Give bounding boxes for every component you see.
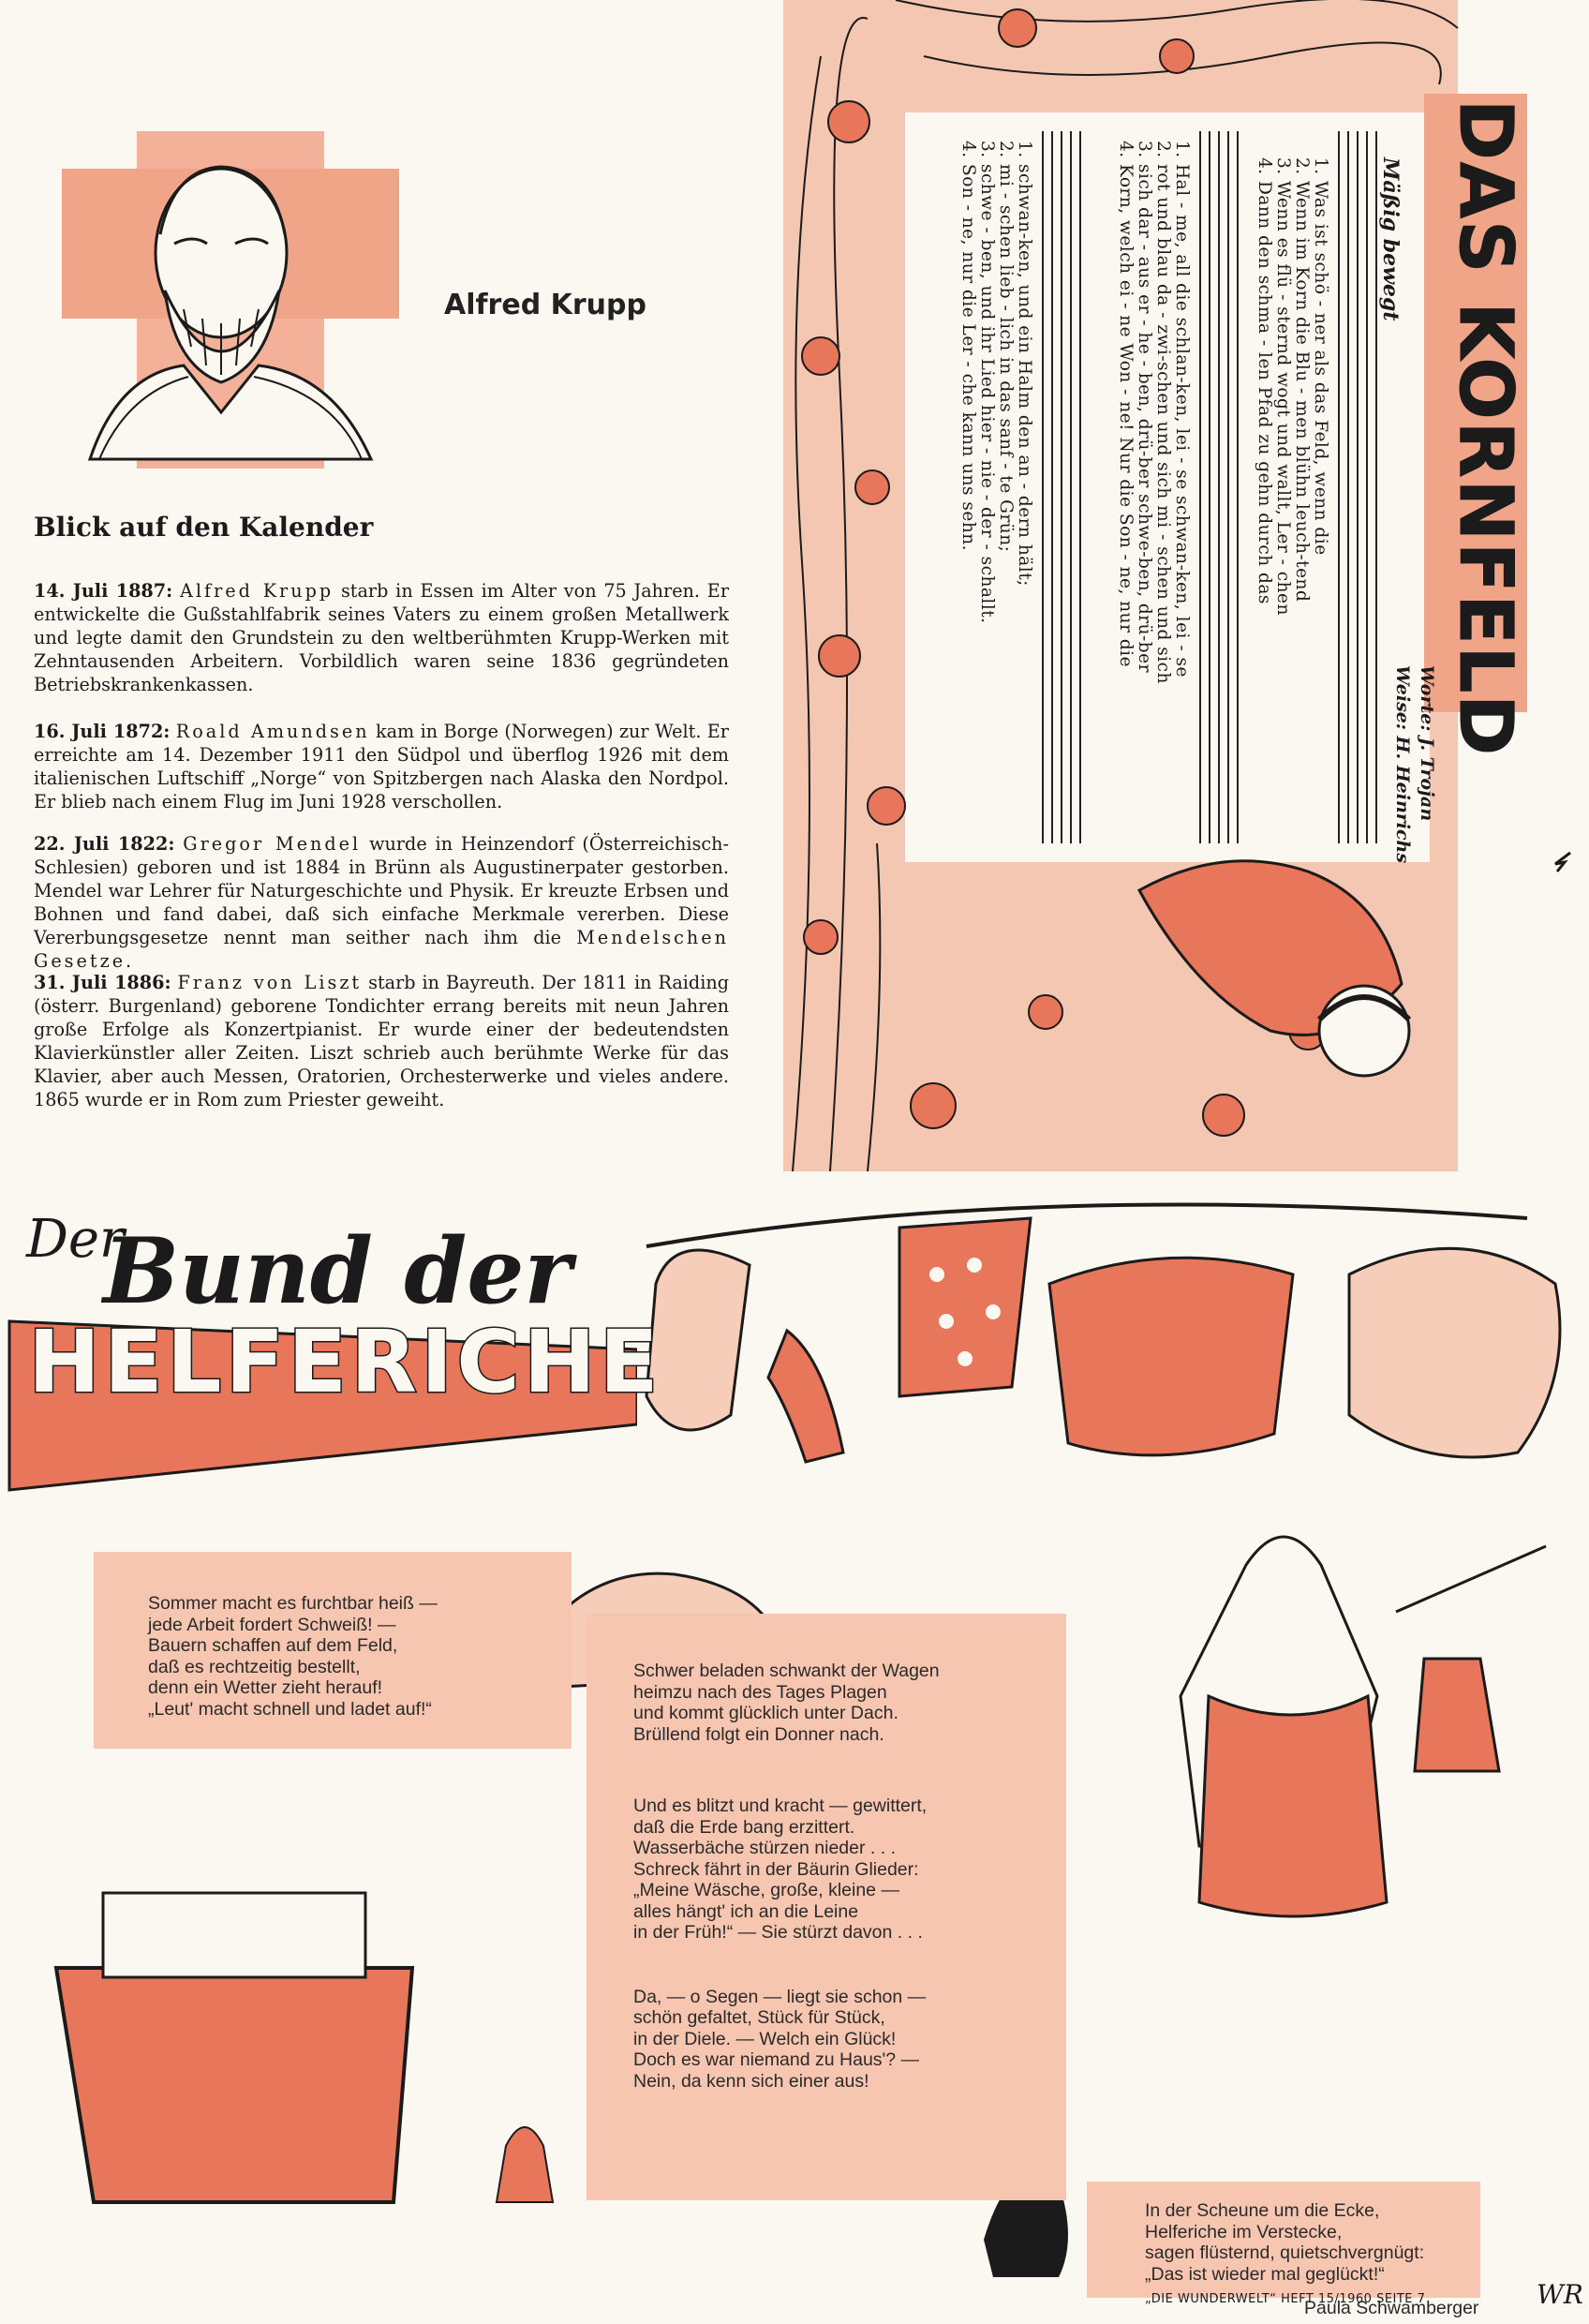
- entry-date: 16. Juli 1872:: [34, 721, 171, 742]
- lyric-line: 2. Wenn im Korn die Blu - men blühn leuch-tend: [1292, 157, 1312, 603]
- music-staff: [1042, 131, 1087, 843]
- entry-date: 14. Juli 1887:: [34, 580, 173, 602]
- portrait-caption: Alfred Krupp: [444, 289, 646, 321]
- poem-box-5: [1087, 2182, 1480, 2298]
- banner-title: HELFERICHE: [28, 1312, 662, 1412]
- poem-stanza-2: Schwer beladen schwankt der Wagen heimzu nach des Tages Plagen und kommt glücklich unter Dach. Brüllend folgt ein Donner nach.: [633, 1661, 940, 1745]
- poem-author: Paula Schwamberger: [1304, 2298, 1479, 2318]
- calendar-heading: Blick auf den Kalender: [34, 512, 374, 543]
- song-words-credit: Worte: J. Trojan: [1417, 665, 1437, 822]
- entry-text: wurde in Heinzendorf (Österreichisch-Schlesien) geboren und ist 1884 in Brünn als Augustinerpater gestorben. Mendel war Lehrer für Naturgeschichte und Physik. Er kreuzte Erbsen und Bohnen und fand dabei, daß sich einfache Merkmale vererben. Diese Vererbungsgesetze nennt man seither nach ihm die: [34, 833, 729, 948]
- song-title: DAS KORNFELD: [1443, 99, 1527, 758]
- song-tempo: Mäßig bewegt: [1378, 157, 1403, 321]
- poem-stanza-3: Und es blitzt und kracht — gewittert, daß die Erde bang erzittert. Wasserbäche stürzen nieder . . . Schreck fährt in der Bäurin Glieder: „Meine Wäsche, große, kleine — alles hängt' ich an die Leine in der Früh!“ — Sie stürzt davon . . .: [633, 1795, 928, 1943]
- entry-text: starb in Essen im Alter von 75 Jahren. Er entwickelte die Gußstahlfabrik seines Vaters zu einem großen Metallwerk und legte damit den Grundstein zu den weltberühmten Krupp-Werken mit Zehntausenden Arbeitern. Vorbildlich waren seine 1836 gegründeten Betriebskrankenkassen.: [34, 580, 729, 695]
- music-staff: [1199, 131, 1244, 843]
- entry-tail: Mendelschen Gesetze.: [34, 927, 729, 972]
- calendar-entry: [34, 832, 729, 973]
- entry-text: starb in Bayreuth. Der 1811 in Raiding (österr. Burgenland) geborene Tondichter errang bereits mit neun Jahren große Erfolge als Konzertpianist. Er wurde einer der bedeutendsten Klavierkünstler aller Zeiten. Liszt schrieb auch berühmte Werke für das Klavier, aber auch Messen, Oratorien, Orchesterwerke und vieles andere. 1865 wurde er in Rom zum Priester geweiht.: [34, 972, 729, 1110]
- lyric-line: 1. Was ist schö - ner als das Feld, wenn die: [1311, 157, 1330, 556]
- entry-date: 22. Juli 1822:: [34, 833, 175, 855]
- alfred-krupp-portrait: [34, 131, 427, 469]
- lyric-line: 2. rot und blau da - zwi-schen und sich mi - schen und sich: [1153, 141, 1173, 684]
- lyric-line: 3. Wenn es flü - sternd wogt und wallt, Ler - chen: [1273, 157, 1293, 616]
- entry-name: Roald Amundsen: [175, 721, 370, 742]
- poem-box-3: [587, 1769, 1066, 2200]
- entry-name: Gregor Mendel: [183, 833, 362, 855]
- music-staff: [1338, 131, 1383, 843]
- entry-name: Franz von Liszt: [177, 972, 363, 993]
- lyric-line: 3. sich dar - aus er - he - ben, drü-ber schwe-ben, drü-ber: [1135, 141, 1154, 673]
- calendar-entry: [34, 579, 729, 696]
- entry-name: Alfred Krupp: [180, 580, 334, 602]
- lyric-line: 1. schwan-ken, und ein Halm den an - dern hält;: [1015, 141, 1034, 587]
- lyric-line: 1. Hal - me, all die schlan-ken, lei - se schwan-ken, lei - se: [1172, 141, 1192, 678]
- artist-signature: WR: [1537, 2279, 1583, 2310]
- lyric-line: 2. mi - schen lieb - lich in das sanf - te Grün;: [996, 141, 1016, 553]
- poem-box-2: [587, 1614, 1066, 1769]
- lyric-line: 4. Son - ne, nur die Ler - che kann uns sehn.: [958, 141, 978, 552]
- banner-bund-der: Bund der: [103, 1218, 572, 1324]
- calendar-entry: [34, 971, 729, 1111]
- calendar-entry: [34, 720, 729, 813]
- lyric-line: 4. Korn, welch ei - ne Won - ne! Nur die Son - ne, nur die: [1116, 141, 1136, 668]
- entry-text: kam in Borge (Norwegen) zur Welt. Er erreichte am 14. Dezember 1911 den Südpol und überflog 1926 mit dem italienischen Luftschiff „Norge“ von Spitzbergen nach Alaska den Nordpol. Er blieb nach einem Flug im Juni 1928 verschollen.: [34, 721, 729, 812]
- poem-stanza-4: Da, — o Segen — liegt sie schon — schön gefaltet, Stück für Stück, in der Diele. — Welch ein Glück! Doch es war niemand zu Haus'? — Nein, da kenn sich einer aus!: [633, 1986, 927, 2092]
- song-melody-credit: Weise: H. Heinrichs: [1392, 665, 1413, 864]
- lyric-line: 4. Dann den schma - len Pfad zu gehn durch das: [1255, 157, 1274, 604]
- entry-date: 31. Juli 1886:: [34, 972, 171, 993]
- page-footer: „DIE WUNDERWELT“ HEFT 15/1960 SEITE 7: [1145, 2292, 1426, 2306]
- banner-der: Der: [26, 1209, 125, 1270]
- lyric-line: 3. schwe - ben, und ihr Lied hier - nie - der - schallt.: [977, 141, 997, 624]
- poem-box-1: [94, 1552, 572, 1749]
- poem-stanza-1: Sommer macht es furchtbar heiß — jede Arbeit fordert Schweiß! — Bauern schaffen auf dem Feld, daß es rechtzeitig bestellt, denn ein Wetter zieht herauf! „Leut' macht schnell und ladet auf!“: [148, 1593, 438, 1720]
- poem-stanza-5: In der Scheune um die Ecke, Helferiche im Verstecke, sagen flüsternd, quietschvergnügt: „Das ist wieder mal geglückt!“: [1145, 2200, 1425, 2285]
